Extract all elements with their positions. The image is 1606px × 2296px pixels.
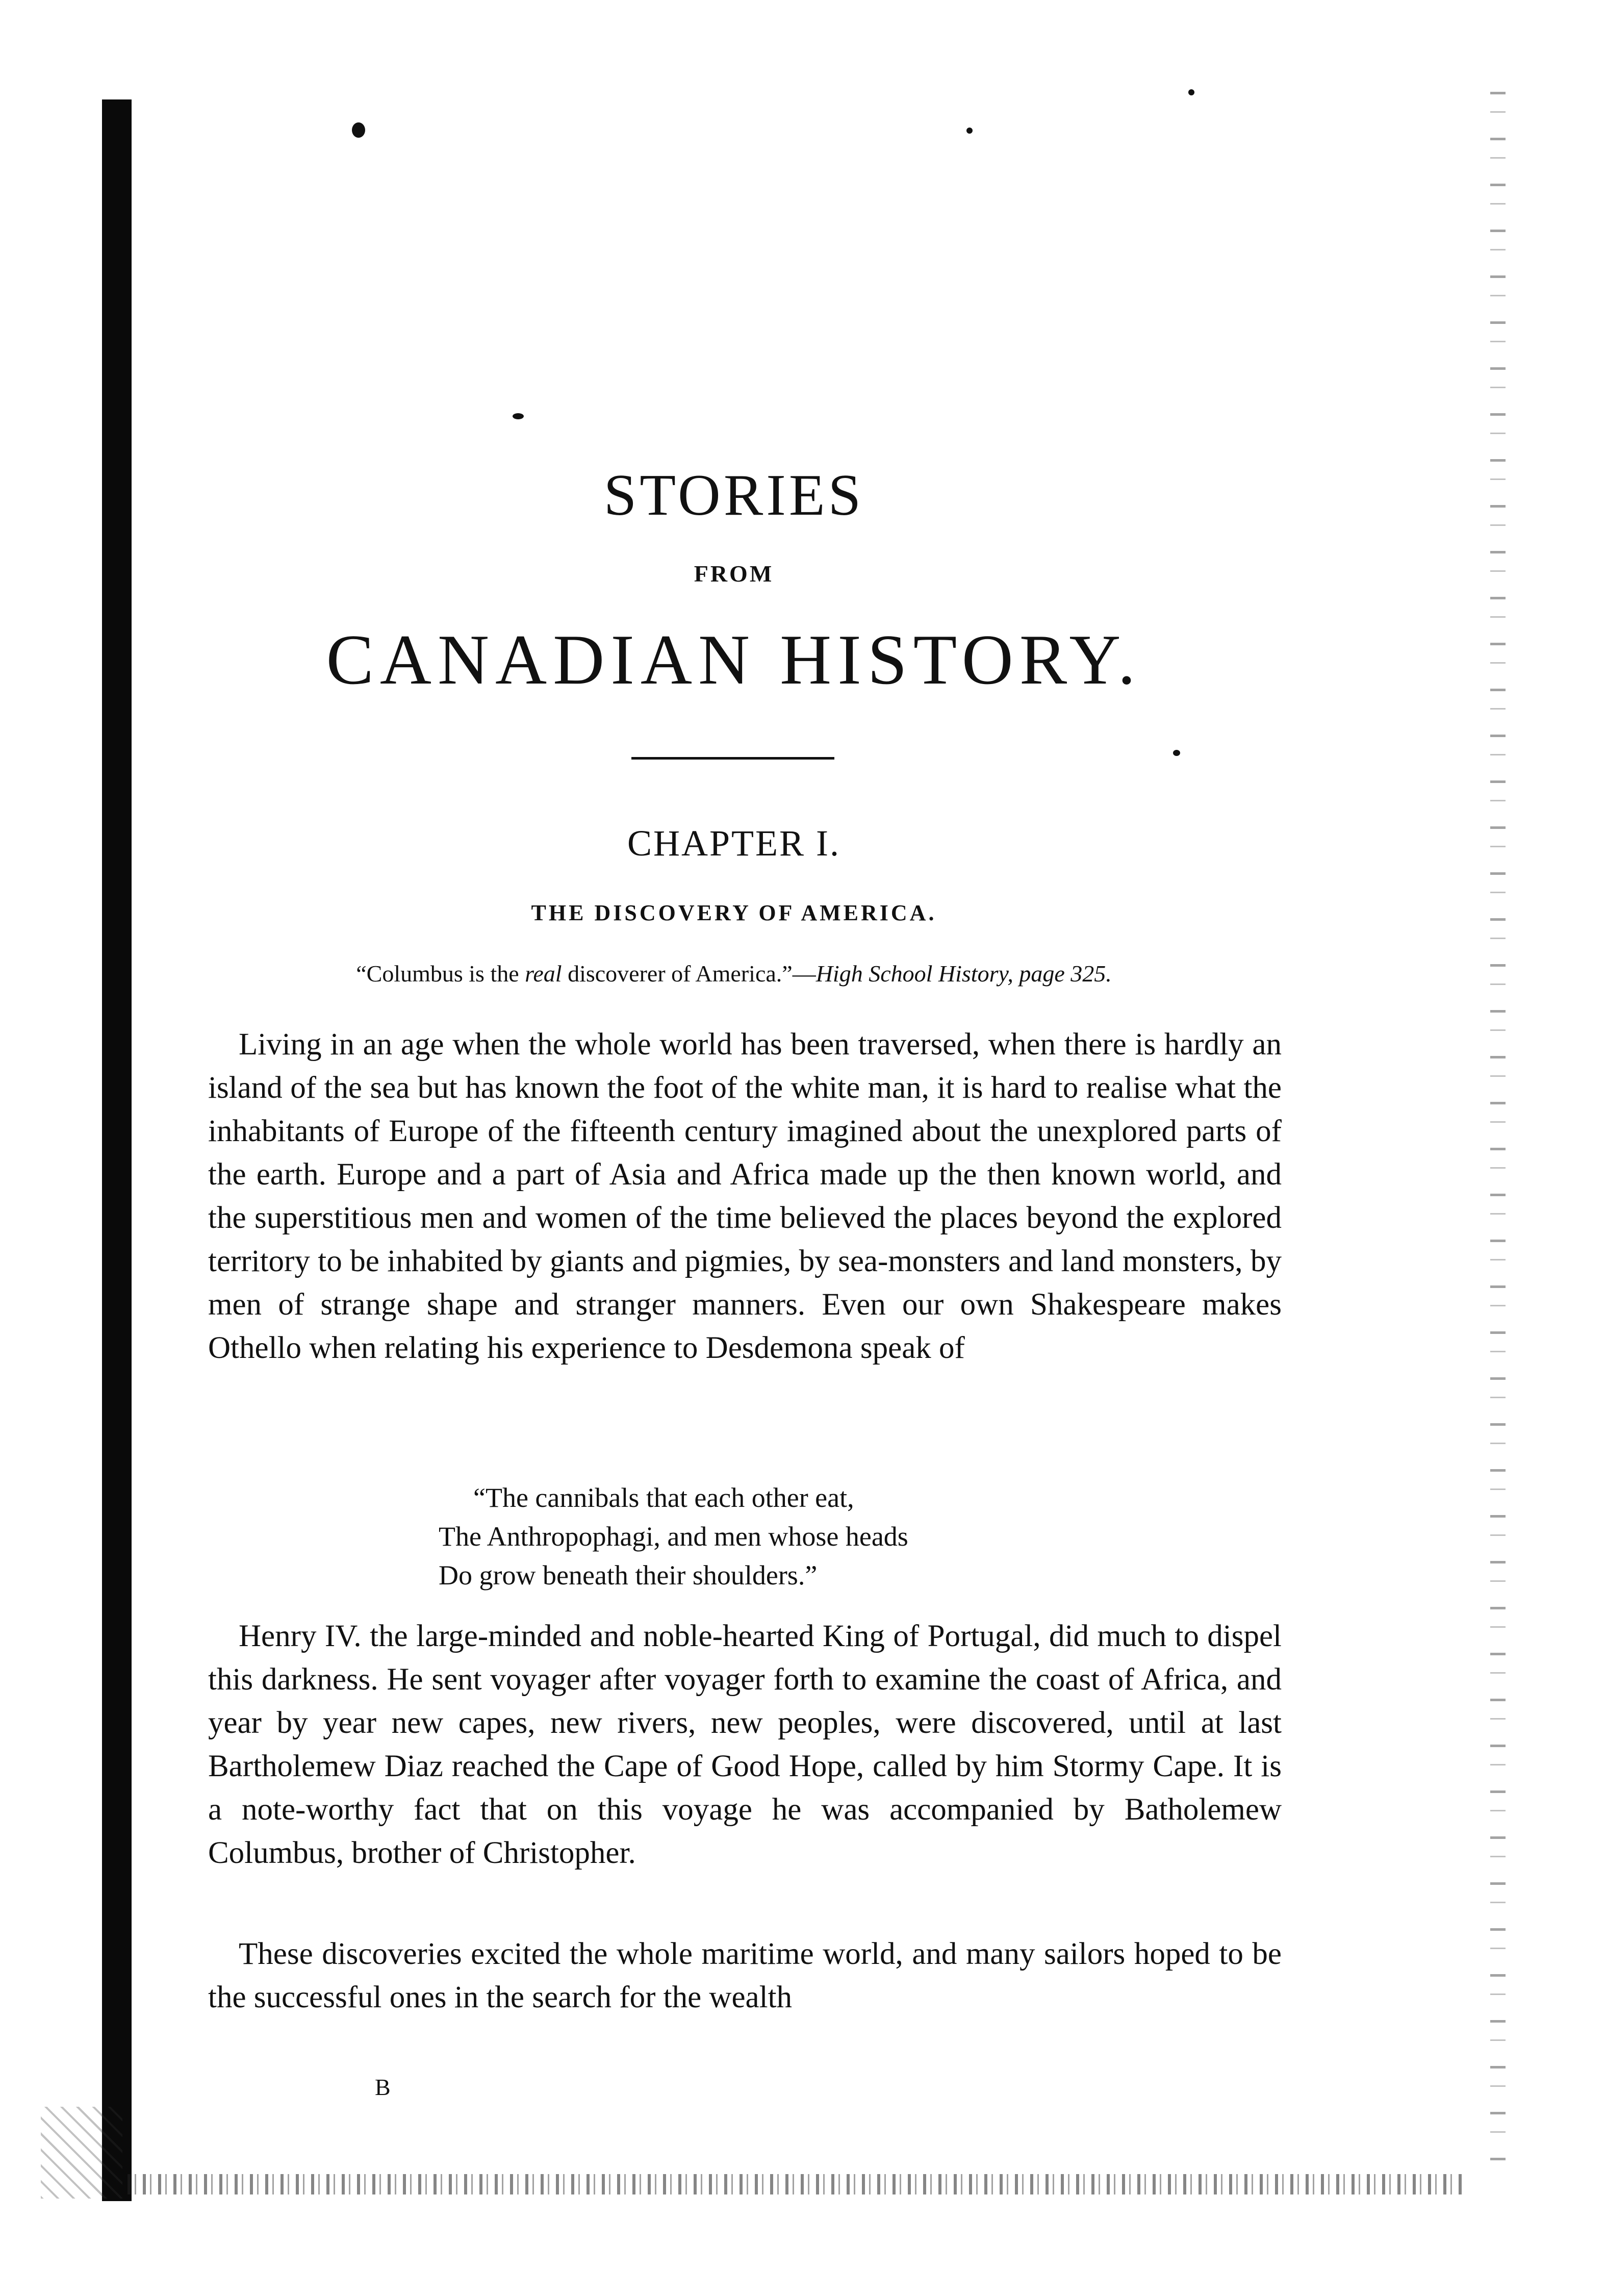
epigraph [0, 960, 1468, 987]
epigraph-quote: “Columbus is the [356, 961, 525, 987]
epigraph-emphasis: real [525, 961, 562, 987]
page-edge-noise-bottom [128, 2174, 1464, 2194]
ink-speck [966, 128, 973, 134]
verse-line-3: Do grow beneath their shoulders.” [439, 1560, 818, 1591]
title-divider [631, 757, 834, 760]
verse-line-2: The Anthropophagi, and men whose heads [439, 1521, 908, 1552]
ink-speck [352, 122, 365, 138]
paragraph-2: Henry IV. the large-minded and noble-hearted King of Portugal, did much to dispel this darkness. He sent voyager after voyager forth to examine the coast of Africa, and year by year new capes, new rivers, new peoples, were discovered, until at last Bartholemew Diaz reached the Cape of Good Hope, called by him Stormy Cape. It is a note-worthy fact that on this voyage he was accompanied by Batholemew Columbus, brother of Christopher. [208, 1619, 1282, 1870]
verse-quote [439, 1478, 1204, 1595]
paragraph-1: Living in an age when the whole world has been traversed, when there is hardly an island of the sea but has known the foot of the white man, it is hard to realise what the inhabitants of Europe of the fifteenth century imagined about the unexplored parts of the earth. Europe and a part of Asia and Africa made up the then known world, and the superstitious men and women of the time believed the places beyond the explored territory to be inhabited by giants and pigmies, by sea-monsters and land monsters, by men of strange shape and stranger manners. Even our own Shakespeare makes Othello when relating his experience to Desdemona speak of [208, 1027, 1282, 1365]
binding-shadow [102, 99, 132, 2201]
ink-speck [513, 413, 524, 419]
verse-line-1: “The cannibals that each other eat, [473, 1482, 854, 1513]
book-title-line1: STORIES [603, 463, 864, 528]
chapter-title: THE DISCOVERY OF AMERICA. [531, 900, 937, 925]
ink-speck [1188, 89, 1194, 95]
epigraph-rest: discoverer of America.”— [562, 961, 816, 987]
signature-mark: B [375, 2074, 391, 2100]
page-edge-noise-corner [41, 2107, 122, 2199]
ink-speck [1173, 750, 1180, 756]
epigraph-source: High School History, page 325. [815, 961, 1112, 987]
chapter-number: CHAPTER I. [627, 823, 841, 864]
book-title-line2: FROM [694, 561, 774, 587]
paragraph-3: These discoveries excited the whole maritime world, and many sailors hoped to be the successful ones in the search for the wealth [208, 1937, 1282, 2014]
book-title-main: CANADIAN HISTORY. [326, 620, 1142, 699]
page-edge-noise-right [1490, 92, 1506, 2173]
